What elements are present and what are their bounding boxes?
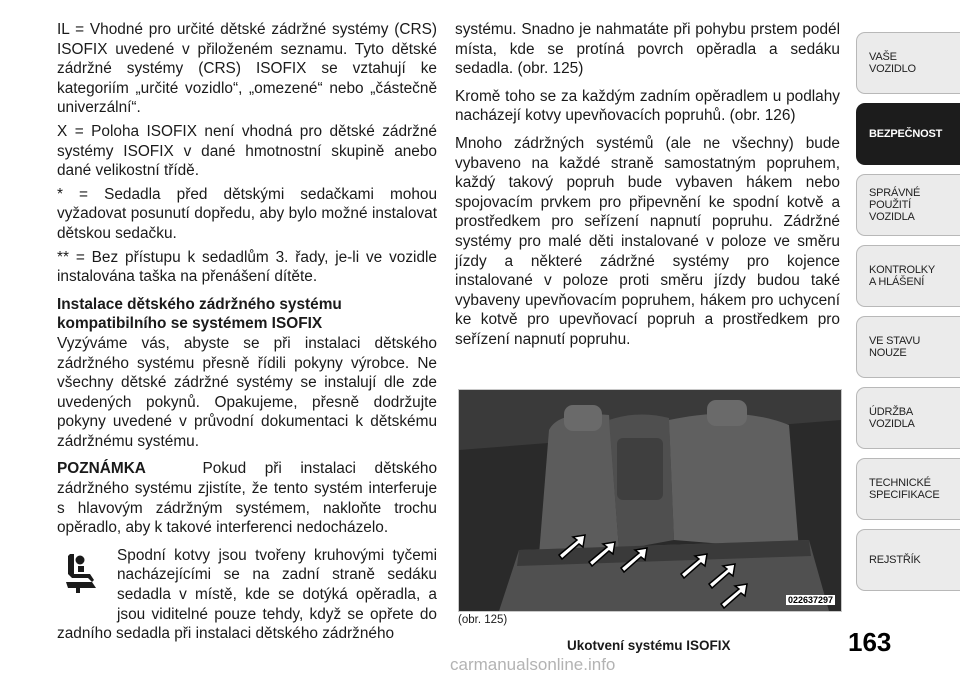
- watermark: carmanualsonline.info: [450, 655, 616, 674]
- paragraph-star: * = Sedadla před dětskými sedačkami mohou vyžadovat posunutí dopředu, aby bylo možné instalovat dětskou sedačku.: [57, 185, 437, 242]
- tab-ve-stavu-nouze[interactable]: VE STAVU NOUZE: [856, 316, 960, 378]
- heading-line-1: Instalace dětského zádržného systému: [57, 295, 342, 313]
- tab-vase-vozidlo[interactable]: VAŠE VOZIDLO: [856, 32, 960, 94]
- seat-illustration: [459, 390, 841, 611]
- tab-udrzba[interactable]: ÚDRŽBA VOZIDLA: [856, 387, 960, 449]
- figure-caption: (obr. 125): [458, 614, 508, 626]
- figure-code: 022637297: [787, 595, 833, 605]
- tab-kontrolky[interactable]: KONTROLKY A HLÁŠENÍ: [856, 245, 960, 307]
- section-heading: [57, 295, 437, 334]
- rear-seat-photo: [458, 389, 842, 612]
- paragraph-x: X = Poloha ISOFIX není vhodná pro dětské zádržné systémy ISOFIX v dané hmotnostní skupině anebo dané velikostní třídě.: [57, 122, 437, 180]
- paragraph-il: IL = Vhodné pro určité dětské zádržné systémy (CRS) ISOFIX uvedené v přiloženém seznamu. Tyto dětské zádržné systémy (CRS) ISOFIX se vztahují ke kategoriím „určité vozidlo“, „omezené“ nebo „částečně univerzální“.: [57, 21, 437, 117]
- tab-rejstrik[interactable]: REJSTŘÍK: [856, 529, 960, 591]
- right-column: [455, 20, 840, 354]
- page-number: 163: [848, 627, 892, 657]
- left-column: [57, 20, 437, 644]
- paragraph-many: Mnoho zádržných systémů (ale ne všechny) bude vybaveno na každé straně samostatným popruhem, každý takový popruh bude vybaven hákem nebo spojovacím prvkem pro připevnění ke spodní kotvě a prostředkem pro seřízení napnutí popruhu. Zádržné systémy pro malé děti instalované v poloze ve směru jízdy a některé zádržné systémy pro kojence instalované v poloze proti směru jízdy budou také vybaveny upevňovacím popruhem, hákem pro uchycení ke kotvě pro upevňovací popruh a prostředkem pro seřízení napnutí popruhu.: [455, 134, 840, 348]
- tab-technicke-specifikace[interactable]: TECHNICKÉ SPECIFIKACE: [856, 458, 960, 520]
- heading-line-2: kompatibilního se systémem ISOFIX: [57, 315, 323, 333]
- footer-section-title: Ukotvení systému ISOFIX: [567, 638, 731, 653]
- tab-bezpecnost[interactable]: BEZPEČNOST: [856, 103, 960, 165]
- chapter-tabs: [856, 32, 960, 600]
- tab-spravne-pouziti[interactable]: SPRÁVNÉ POUŽITÍ VOZIDLA: [856, 174, 960, 236]
- note-label: POZNÁMKA: [57, 460, 146, 478]
- note-paragraph: [57, 459, 437, 537]
- paragraph-tether: Kromě toho se za každým zadním opěradlem u podlahy nacházejí kotvy upevňovacích popruhů. (obr. 126): [455, 87, 840, 125]
- icon-note-text: Spodní kotvy jsou tvořeny kruhovými tyčemi nacházejícími se na zadní straně sedáku sedadla v místě, kde se dotýká opěradla, a jsou viditelné pouze tehdy, když se opřete do zadního sedadla při instalaci dětského zádržného: [57, 546, 437, 643]
- paragraph-install: Vyzýváme vás, abyste se při instalaci dětského zádržného systému přesně řídili pokyny výrobce. Ne všechny dětské zádržné systémy se instalují dle zde uvedených pokynů. Opakujeme, přesně dodržujte pokyny uvedené v průvodní dokumentaci k dětskému zádržnému systému.: [57, 334, 437, 450]
- note-text: Pokud při instalaci dětského zádržného systému zjistíte, že tento systém interferuje s hlavovým zádržným systémem, nakloňte trochu opěradlo, aby k takové interferenci nedocházelo.: [57, 460, 438, 537]
- paragraph-continued: systému. Snadno je nahmatáte při pohybu prstem podél místa, kde se protíná povrch opěradla a sedáku sedadla. (obr. 125): [455, 21, 840, 78]
- child-seat-icon: [57, 550, 107, 614]
- paragraph-double-star: ** = Bez přístupu k sedadlům 3. řady, je-li ve vozidle instalována taška na přenášení dítěte.: [57, 248, 437, 286]
- icon-note: [57, 546, 437, 644]
